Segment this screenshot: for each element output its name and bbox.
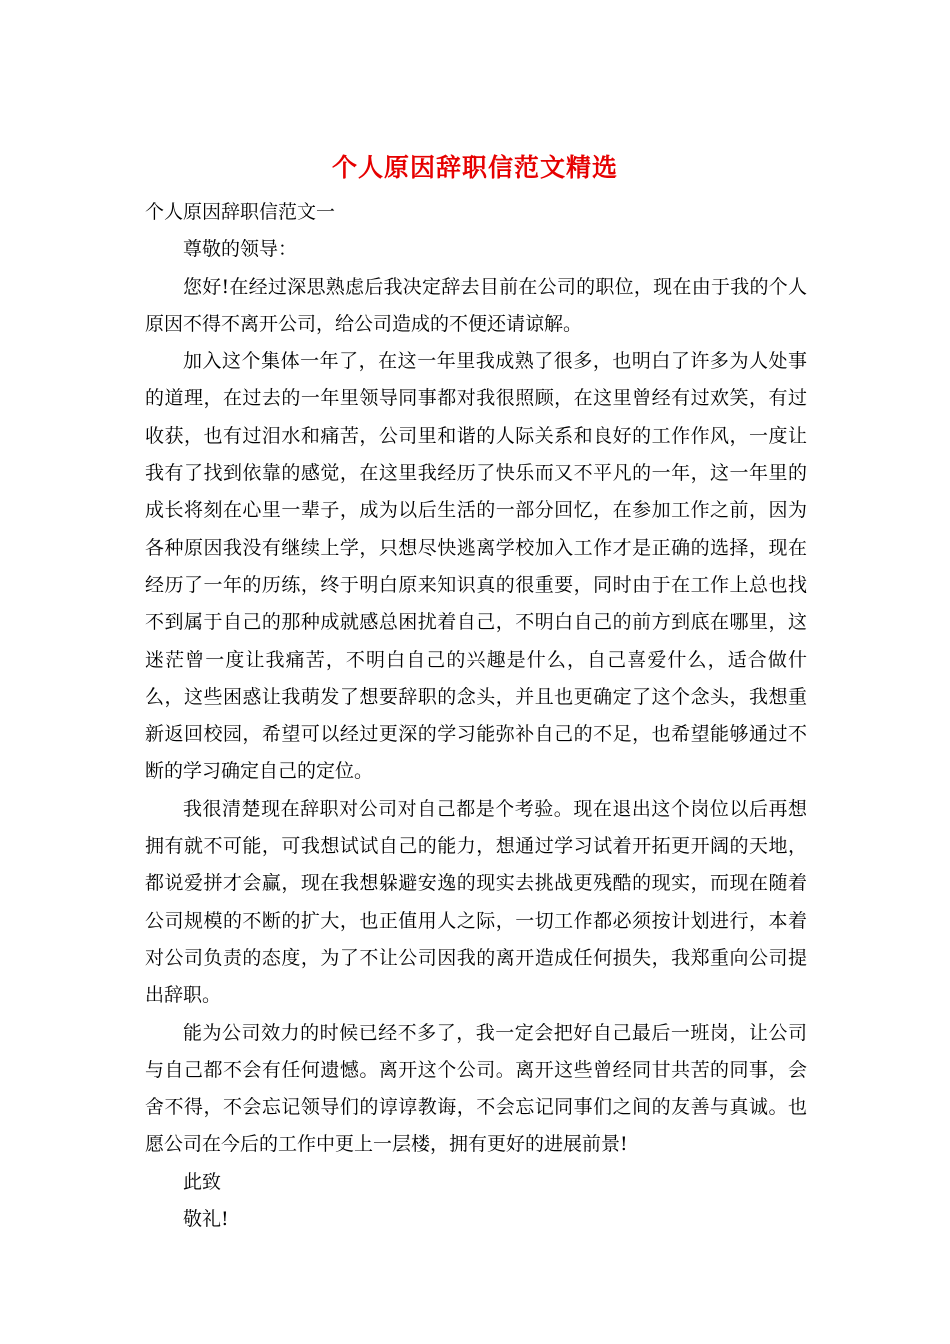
closing-line-2: 敬礼!: [183, 1208, 229, 1231]
closing-line-1: 此致: [183, 1170, 222, 1193]
body-paragraph-3: 我很清楚现在辞职对公司对自己都是个考验。现在退出这个岗位以后再想拥有就不可能，可我想试试自己的能力，想通过学习试着开拓更开阔的天地，都说爱拼才会赢，现在我想躲避安逸的现实去挑战更残酷的现实，而现在随着公司规模的不断的扩大，也正值用人之际，一切工作都必须按计划进行，本着对公司负责的态度，为了不让公司因我的离开造成任何损失，我郑重向公司提出辞职。: [145, 797, 807, 1007]
document-body: [145, 194, 807, 1238]
section-heading: 个人原因辞职信范文一: [145, 201, 336, 223]
body-paragraph-4: 能为公司效力的时候已经不多了，我一定会把好自己最后一班岗，让公司与自己都不会有任何遗憾。离开这个公司。离开这些曾经同甘共苦的同事，会舍不得，不会忘记领导们的谆谆教诲，不会忘记同事们之间的友善与真诚。也愿公司在今后的工作中更上一层楼，拥有更好的进展前景!: [145, 1021, 807, 1156]
body-paragraph-2: 加入这个集体一年了，在这一年里我成熟了很多，也明白了许多为人处事的道理，在过去的一年里领导同事都对我很照顾，在这里曾经有过欢笑，有过收获，也有过泪水和痛苦，公司里和谐的人际关系和良好的工作作风，一度让我有了找到依靠的感觉，在这里我经历了快乐而又不平凡的一年，这一年里的成长将刻在心里一辈子，成为以后生活的一部分回忆，在参加工作之前，因为各种原因我没有继续上学，只想尽快逃离学校加入工作才是正确的选择，现在经历了一年的历练，终于明白原来知识真的很重要，同时由于在工作上总也找不到属于自己的那种成就感总困扰着自己，不明白自己的前方到底在哪里，这迷茫曾一度让我痛苦，不明白自己的兴趣是什么，自己喜爱什么，适合做什么，这些困惑让我萌发了想要辞职的念头，并且也更确定了这个念头，我想重新返回校园，希望可以经过更深的学习能弥补自己的不足，也希望能够通过不断的学习确定自己的定位。: [145, 350, 807, 783]
salutation: 尊敬的领导：: [183, 238, 298, 261]
document-title: 个人原因辞职信范文精选: [331, 153, 618, 182]
body-paragraph-1: 您好!在经过深思熟虑后我决定辞去目前在公司的职位，现在由于我的个人原因不得不离开公司，给公司造成的不便还请谅解。: [145, 275, 807, 335]
